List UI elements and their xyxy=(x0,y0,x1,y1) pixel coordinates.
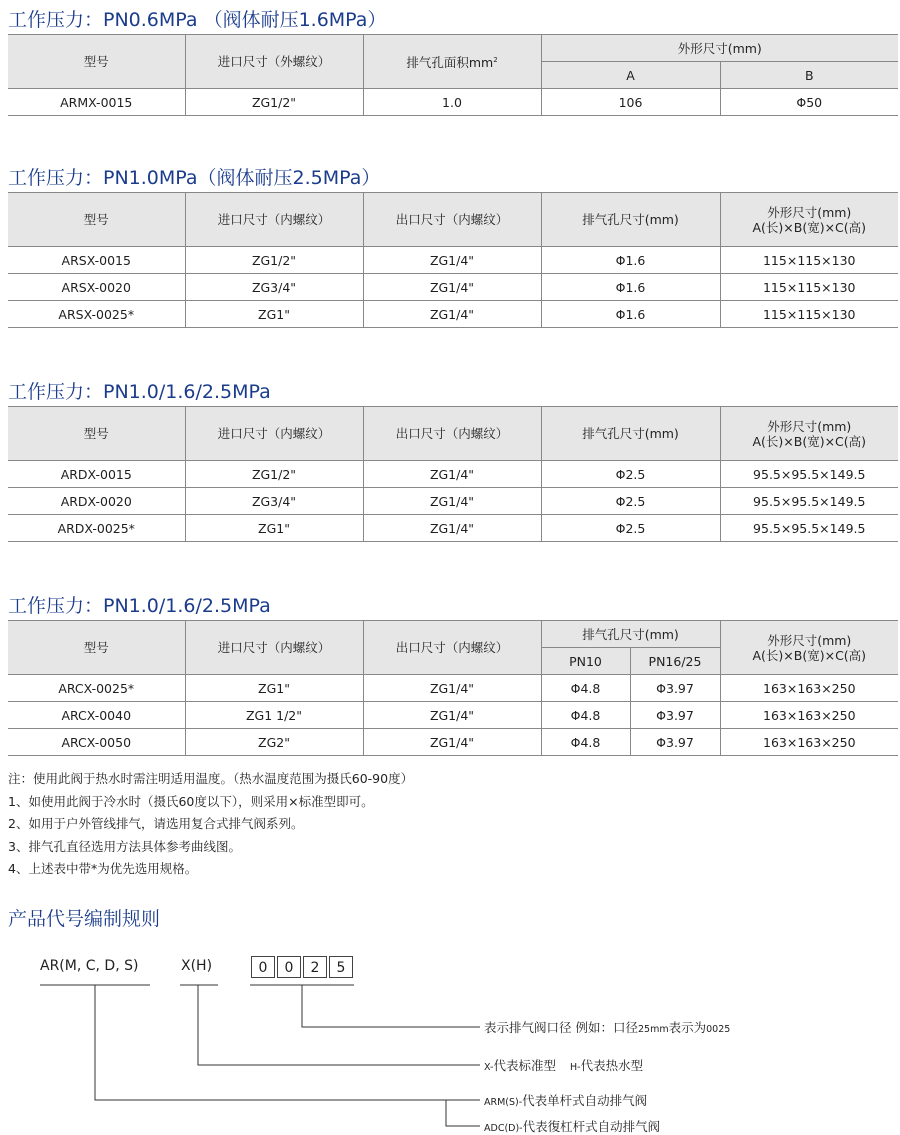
legend-type-x-desc: 代表标准型 xyxy=(493,1058,556,1073)
header-dimensions-line1: 外形尺寸(mm) xyxy=(767,632,852,648)
cell-dims: 115×115×130 xyxy=(720,274,898,301)
legend-type-h: H- xyxy=(569,1062,581,1073)
header-vent-size: 排气孔尺寸(mm) xyxy=(541,193,720,247)
cell-vent-pn10: Φ4.8 xyxy=(541,702,630,729)
cell-inlet: ZG1" xyxy=(185,301,363,328)
header-inlet-size: 进口尺寸（内螺纹） xyxy=(185,621,363,675)
cell-inlet: ZG1/2" xyxy=(185,461,363,488)
cell-dims: 95.5×95.5×149.5 xyxy=(720,488,898,515)
legend-type xyxy=(484,1056,643,1074)
section-title-table1: 工作压力：PN0.6MPa （阀体耐压1.6MPa） xyxy=(8,9,387,31)
cell-inlet: ZG2" xyxy=(185,729,363,756)
note-line: 3、排气孔直径选用方法具体参考曲线图。 xyxy=(8,838,241,854)
cell-model: ARDX-0015 xyxy=(8,461,185,488)
legend-type-h-desc: 代表热水型 xyxy=(580,1058,644,1073)
cell-dims: 115×115×130 xyxy=(720,301,898,328)
cell-vent-pn16: Φ3.97 xyxy=(630,675,720,702)
header-pn16-25: PN16/25 xyxy=(630,648,720,675)
cell-inlet: ZG1" xyxy=(185,515,363,542)
header-vent-area-superscript: 2 xyxy=(493,55,498,64)
cell-vent: Φ1.6 xyxy=(541,274,720,301)
cell-vent-pn16: Φ3.97 xyxy=(630,702,720,729)
header-dimensions-line2: A(长)×B(宽)×C(高) xyxy=(752,433,867,449)
legend-adc-desc: 代表復杠杆式自动排气阀 xyxy=(522,1119,661,1134)
legend-adc xyxy=(484,1117,660,1135)
cell-inlet: ZG1/2" xyxy=(185,89,363,116)
note-line: 4、上述表中带*为优先选用规格。 xyxy=(8,861,198,876)
cell-inlet: ZG3/4" xyxy=(185,274,363,301)
cell-model: ARDX-0020 xyxy=(8,488,185,515)
cell-dims: 163×163×250 xyxy=(720,702,898,729)
code-type: X(H) xyxy=(181,958,213,974)
cell-dims: 115×115×130 xyxy=(720,247,898,274)
cell-outlet: ZG1/4" xyxy=(363,274,541,301)
cell-model: ARCX-0050 xyxy=(8,729,185,756)
header-outlet-size: 出口尺寸（内螺纹） xyxy=(363,621,541,675)
cell-inlet: ZG1 1/2" xyxy=(185,702,363,729)
header-outlet-size: 出口尺寸（内螺纹） xyxy=(363,193,541,247)
cell-dim-b: Φ50 xyxy=(720,89,898,116)
legend-type-x: X- xyxy=(484,1062,494,1073)
header-pn10: PN10 xyxy=(541,648,630,675)
header-dimensions-line2: A(长)×B(宽)×C(高) xyxy=(752,647,867,663)
header-inlet-size: 进口尺寸（内螺纹） xyxy=(185,407,363,461)
header-inlet-size: 进口尺寸（内螺纹） xyxy=(185,193,363,247)
header-dimensions: 外形尺寸(mm) xyxy=(541,35,898,62)
legend-caliber xyxy=(484,1018,730,1036)
header-dim-a: A xyxy=(541,62,720,89)
code-digit: 5 xyxy=(329,956,353,978)
legend-arm xyxy=(484,1091,647,1109)
legend-arm-code: ARM(S)- xyxy=(484,1097,523,1108)
header-vent-area-label: 排气孔面积mm xyxy=(406,55,494,71)
code-digit: 0 xyxy=(277,956,301,978)
legend-caliber-example: 25mm xyxy=(637,1024,669,1035)
cell-vent: Φ2.5 xyxy=(541,461,720,488)
cell-dims: 95.5×95.5×149.5 xyxy=(720,461,898,488)
cell-vent-pn16: Φ3.97 xyxy=(630,729,720,756)
note-line: 注：使用此阀于热水时需注明适用温度。（热水温度范围为摄氏60-90度） xyxy=(8,771,414,786)
cell-dim-a: 106 xyxy=(541,89,720,116)
cell-model: ARSX-0015 xyxy=(8,247,185,274)
header-vent-size: 排气孔尺寸(mm) xyxy=(541,621,720,648)
legend-adc-code: ADC(D)- xyxy=(484,1123,523,1134)
code-prefix: AR(M, C, D, S) xyxy=(40,958,139,974)
header-model: 型号 xyxy=(8,621,185,675)
cell-outlet: ZG1/4" xyxy=(363,461,541,488)
header-model: 型号 xyxy=(8,193,185,247)
cell-vent-pn10: Φ4.8 xyxy=(541,729,630,756)
header-dimensions-line1: 外形尺寸(mm) xyxy=(767,204,852,220)
legend-arm-desc: 代表单杆式自动排气阀 xyxy=(522,1093,648,1108)
cell-inlet: ZG1/2" xyxy=(185,247,363,274)
section-title-table3: 工作压力：PN1.0/1.6/2.5MPa xyxy=(8,381,271,403)
header-model: 型号 xyxy=(8,35,185,89)
cell-dims: 163×163×250 xyxy=(720,675,898,702)
header-dim-b: B xyxy=(720,62,898,89)
code-digit: 2 xyxy=(303,956,327,978)
cell-outlet: ZG1/4" xyxy=(363,515,541,542)
cell-model: ARSX-0025* xyxy=(8,301,185,328)
cell-model: ARDX-0025* xyxy=(8,515,185,542)
cell-outlet: ZG1/4" xyxy=(363,729,541,756)
legend-caliber-text2: 表示为 xyxy=(668,1020,707,1035)
cell-model: ARMX-0015 xyxy=(8,89,185,116)
header-inlet-size: 进口尺寸（外螺纹） xyxy=(185,35,363,89)
cell-model: ARCX-0025* xyxy=(8,675,185,702)
cell-vent-pn10: Φ4.8 xyxy=(541,675,630,702)
header-model: 型号 xyxy=(8,407,185,461)
cell-inlet: ZG3/4" xyxy=(185,488,363,515)
cell-dims: 95.5×95.5×149.5 xyxy=(720,515,898,542)
code-rules-title: 产品代号编制规则 xyxy=(8,908,161,930)
cell-vent: Φ1.6 xyxy=(541,247,720,274)
cell-outlet: ZG1/4" xyxy=(363,301,541,328)
cell-inlet: ZG1" xyxy=(185,675,363,702)
code-digit: 0 xyxy=(251,956,275,978)
header-dimensions-line2: A(长)×B(宽)×C(高) xyxy=(752,219,867,235)
note-line: 1、如使用此阀于冷水时（摄氏60度以下），则采用×标准型即可。 xyxy=(8,793,374,809)
cell-vent: Φ1.6 xyxy=(541,301,720,328)
cell-outlet: ZG1/4" xyxy=(363,702,541,729)
cell-model: ARCX-0040 xyxy=(8,702,185,729)
section-title-table4: 工作压力：PN1.0/1.6/2.5MPa xyxy=(8,595,271,617)
cell-vent: Φ2.5 xyxy=(541,488,720,515)
cell-outlet: ZG1/4" xyxy=(363,675,541,702)
cell-vent: 1.0 xyxy=(363,89,541,116)
legend-caliber-code: 0025 xyxy=(706,1024,731,1035)
cell-outlet: ZG1/4" xyxy=(363,488,541,515)
header-vent-size: 排气孔尺寸(mm) xyxy=(541,407,720,461)
header-dimensions-line1: 外形尺寸(mm) xyxy=(767,418,852,434)
note-line: 2、如用于户外管线排气，请选用复合式排气阀系列。 xyxy=(8,816,304,831)
cell-dims: 163×163×250 xyxy=(720,729,898,756)
cell-model: ARSX-0020 xyxy=(8,274,185,301)
header-outlet-size: 出口尺寸（内螺纹） xyxy=(363,407,541,461)
cell-vent: Φ2.5 xyxy=(541,515,720,542)
cell-outlet: ZG1/4" xyxy=(363,247,541,274)
legend-caliber-text: 表示排气阀口径 例如：口径 xyxy=(484,1020,638,1035)
section-title-table2: 工作压力：PN1.0MPa（阀体耐压2.5MPa） xyxy=(8,167,381,189)
